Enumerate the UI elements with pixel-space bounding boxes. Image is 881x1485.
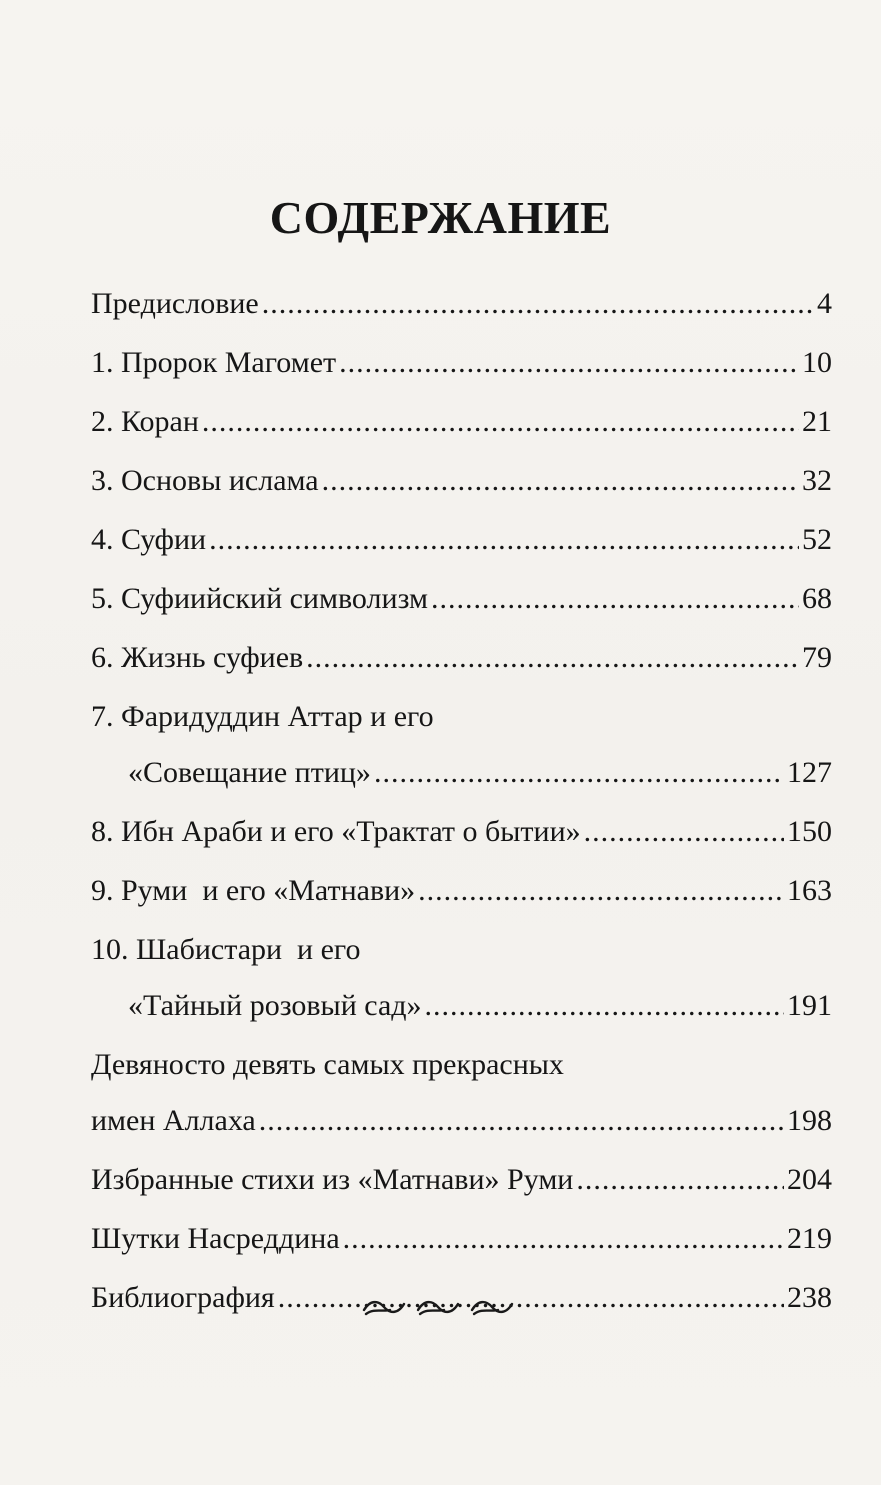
toc-entry-preface [91, 282, 832, 326]
toc-entry-7 [91, 695, 832, 795]
toc-entry-label: «Тайный розовый сад» [128, 989, 422, 1022]
dot-leader [431, 577, 799, 621]
toc-entry-first-line: Девяносто девять самых прекрасных [91, 1048, 564, 1081]
toc-entry-label: 2. Коран [91, 405, 199, 438]
toc-entry-label: Шутки Насреддина [91, 1222, 340, 1255]
toc-entry-2 [91, 400, 832, 444]
dot-leader [576, 1158, 784, 1202]
toc-entry-label: 3. Основы ислама [91, 464, 319, 497]
dot-leader [418, 869, 784, 913]
toc-entry-10 [91, 928, 832, 1028]
toc-entry-label: Библиография [91, 1281, 275, 1314]
toc-page-number: 10 [802, 346, 832, 379]
toc-entry-label: 4. Суфии [91, 523, 207, 556]
dot-leader [306, 636, 799, 680]
page-title: СОДЕРЖАНИЕ [269, 192, 612, 243]
toc-entry-names-of-allah [91, 1043, 832, 1143]
toc-entry-4 [91, 518, 832, 562]
dot-leader [374, 751, 784, 795]
dot-leader [339, 341, 799, 385]
dot-leader [202, 400, 799, 444]
toc-entry-first-line: 7. Фаридуддин Аттар и его [91, 700, 434, 733]
toc-entry-3 [91, 459, 832, 503]
dot-leader [425, 984, 784, 1028]
dot-leader [262, 282, 814, 326]
dot-leader [209, 518, 799, 562]
toc-page-number: 163 [787, 874, 832, 907]
toc-page-number: 21 [802, 405, 832, 438]
dot-leader [322, 459, 799, 503]
toc-page-number: 4 [817, 287, 832, 320]
toc-entry-label: имен Аллаха [91, 1104, 256, 1137]
swirl-ornament-icon [356, 1294, 526, 1320]
toc-entry-label: 6. Жизнь суфиев [91, 641, 304, 674]
toc-page-number: 127 [787, 756, 832, 789]
toc-entry-6 [91, 636, 832, 680]
toc-entry-label: Избранные стихи из «Матнави» Руми [91, 1163, 574, 1196]
toc-page-number: 32 [802, 464, 832, 497]
toc-page-number: 198 [787, 1104, 832, 1137]
toc-entry-9 [91, 869, 832, 913]
toc-page-number: 191 [787, 989, 832, 1022]
toc-page-number: 52 [802, 523, 832, 556]
toc-page-number: 79 [802, 641, 832, 674]
toc-entry-selected-poems [91, 1158, 832, 1202]
toc-entry-1 [91, 341, 832, 385]
toc-entry-label: 5. Суфиийский символизм [91, 582, 428, 615]
toc-page-number: 238 [787, 1281, 832, 1314]
toc-entry-nasreddin [91, 1217, 832, 1261]
toc-entry-label: 8. Ибн Араби и его «Трактат о бытии» [91, 815, 581, 848]
toc-entry-5 [91, 577, 832, 621]
ornament-swirls-icon [0, 1294, 881, 1320]
table-of-contents [91, 282, 832, 1320]
toc-page-number: 204 [787, 1163, 832, 1196]
toc-entry-label: 9. Руми и его «Матнави» [91, 874, 416, 907]
toc-page-number: 219 [787, 1222, 832, 1255]
dot-leader [584, 810, 784, 854]
toc-page-number: 150 [787, 815, 832, 848]
toc-entry-label: Предисловие [91, 287, 259, 320]
toc-entry-8 [91, 810, 832, 854]
toc-entry-first-line: 10. Шабистари и его [91, 933, 361, 966]
dot-leader [259, 1099, 784, 1143]
toc-entry-label: 1. Пророк Магомет [91, 346, 337, 379]
dot-leader [343, 1217, 784, 1261]
toc-page-number: 68 [802, 582, 832, 615]
toc-entry-label: «Совещание птиц» [128, 756, 371, 789]
